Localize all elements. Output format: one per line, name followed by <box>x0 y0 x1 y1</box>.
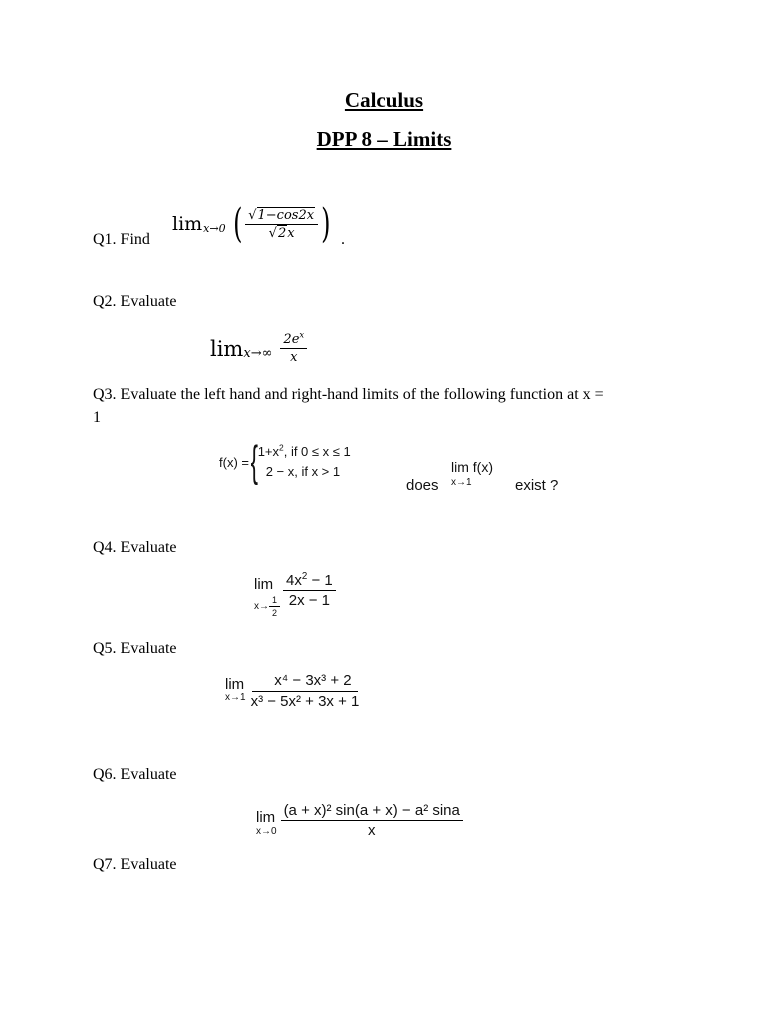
q5-lim: lim <box>225 676 245 693</box>
q1-label: Q1. Find <box>93 231 150 248</box>
q5-fraction <box>248 672 363 710</box>
q3-fx: f(x) = <box>219 454 249 470</box>
q2-lim: lim <box>210 336 244 361</box>
q6-lim-sub: x→0 <box>256 826 277 837</box>
q3-label: Q3. Evaluate the left hand and right-hand limits of the following function at x = <box>93 386 604 403</box>
q4-fraction <box>283 572 336 609</box>
q6-lim-block <box>256 811 277 839</box>
q2-num-sup: x <box>299 329 305 340</box>
q3-case-1-expr: 1+x <box>257 444 280 459</box>
q1-den-var: x <box>287 225 295 241</box>
q4-den: 2x − 1 <box>288 591 331 609</box>
q4-lim-sub-frac <box>269 595 280 618</box>
q5-expression <box>225 672 362 710</box>
q4-expression <box>254 570 336 618</box>
q4-num-sup: 2 <box>301 570 308 582</box>
q3-does: does <box>406 477 439 494</box>
q1-fraction: $\frac{√1-\cos 2x}{√2x}$ <box>245 208 318 241</box>
q1-lim: lim <box>172 213 203 235</box>
q2-label: Q2. Evaluate <box>93 293 177 310</box>
page-subtitle: DPP 8 – Limits <box>316 127 452 151</box>
q3-lim-sub: x→1 <box>451 477 472 488</box>
q2-expression <box>210 329 307 365</box>
q1-left-paren: ( <box>232 201 243 247</box>
q3-exist: exist ? <box>515 477 559 494</box>
q3-case-2: 2 − x, if x > 1 <box>265 464 341 479</box>
q5-num: x⁴ − 3x³ + 2 <box>252 672 357 692</box>
q1-den-root: 2 <box>277 225 287 241</box>
q7-label: Q7. Evaluate <box>93 856 177 873</box>
q3-limit <box>451 460 493 490</box>
q3-label-cont: 1 <box>93 409 101 426</box>
q1-right-paren: ) <box>321 201 331 247</box>
q1-period: . <box>341 231 345 248</box>
q3-case-1-sup: 2 <box>279 442 284 453</box>
q3-function <box>219 437 351 486</box>
q4-lim-sub <box>254 595 280 618</box>
q2-den: x <box>290 350 298 365</box>
q6-fraction <box>281 802 463 839</box>
q6-num: (a + x)² sin(a + x) − a² sina <box>281 802 463 821</box>
page-title: Calculus <box>344 88 424 112</box>
q3-case-1 <box>258 442 351 462</box>
q3-case-1-cond: , if 0 ≤ x ≤ 1 <box>283 444 351 459</box>
q6-expression <box>256 801 463 839</box>
q5-label: Q5. Evaluate <box>93 640 177 657</box>
q4-lim-sub-den: 2 <box>272 608 278 618</box>
q6-den: x <box>367 821 376 839</box>
q4-label: Q4. Evaluate <box>93 539 177 556</box>
q1-num-root: 1−cos2x <box>257 207 315 223</box>
q2-fraction <box>280 329 307 365</box>
q4-num-post: − 1 <box>307 571 333 589</box>
q1-lim-sub: x→0 <box>203 221 226 235</box>
q3-brace: { <box>250 437 259 486</box>
q4-lim-sub-pre: x→ <box>254 600 269 612</box>
q4-num: 4x <box>286 571 302 589</box>
q2-num: 2e <box>283 332 300 347</box>
q1-expression <box>172 201 334 247</box>
q3-lim: lim f(x) <box>451 459 493 475</box>
q5-den: x³ − 5x² + 3x + 1 <box>250 693 360 710</box>
q4-lim: lim <box>254 576 274 593</box>
q6-label: Q6. Evaluate <box>93 766 177 783</box>
q4-lim-block <box>254 570 280 618</box>
q5-lim-sub: x→1 <box>225 692 246 703</box>
q6-lim: lim <box>256 809 276 826</box>
q3-cases <box>258 442 351 482</box>
q5-lim-block <box>225 678 246 704</box>
q4-lim-sub-num: 1 <box>269 595 280 607</box>
q2-lim-sub: x→∞ <box>243 346 273 361</box>
